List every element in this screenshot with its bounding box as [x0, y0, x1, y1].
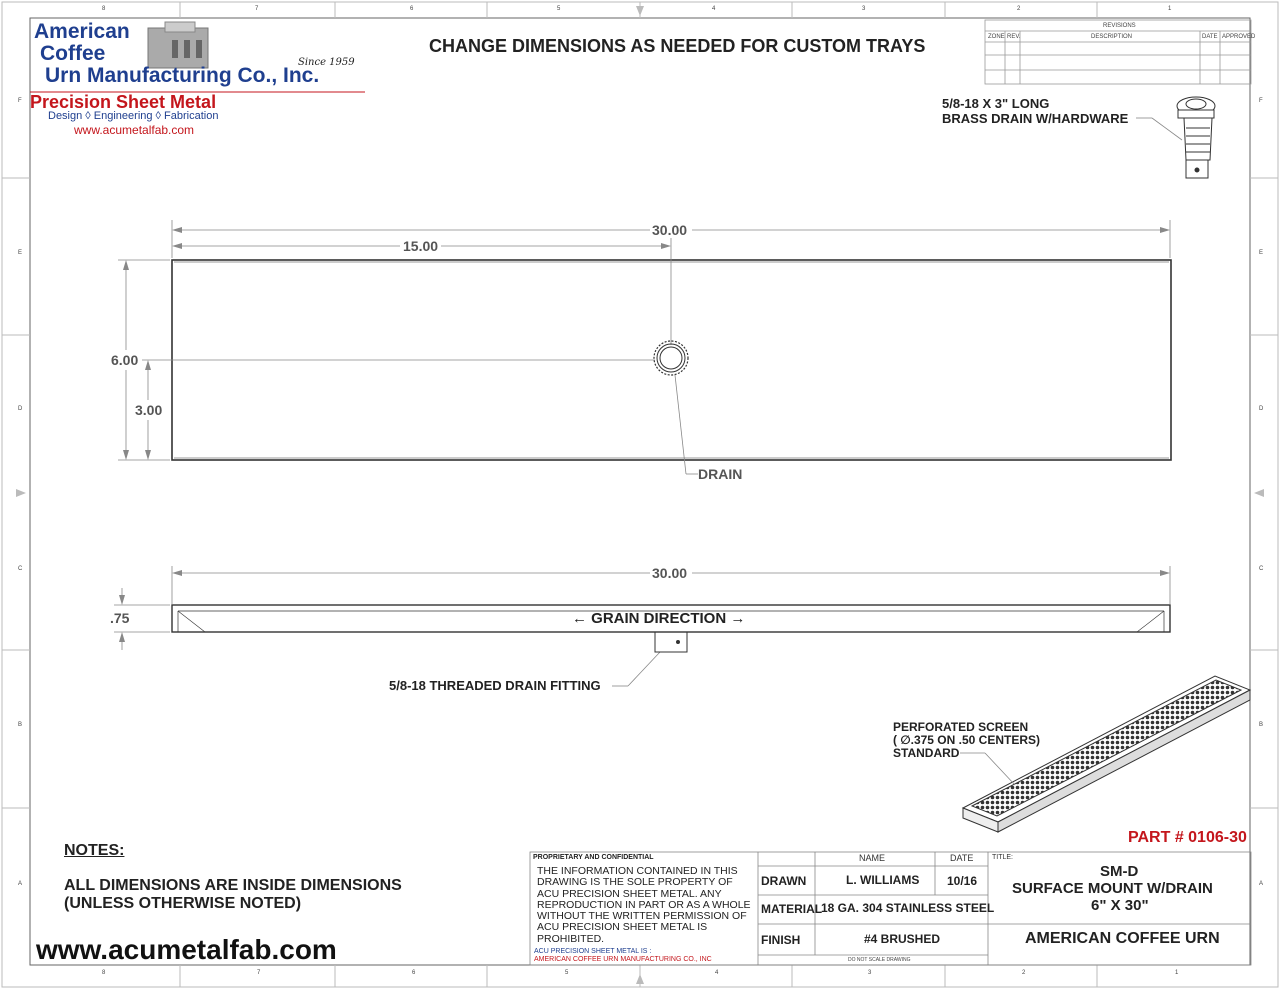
dim-half-width: 3.00 [135, 402, 163, 418]
website-link[interactable]: www.acumetalfab.com [36, 934, 337, 965]
acu-line: ACU PRECISION SHEET METAL IS : [534, 948, 652, 955]
name-col-header: NAME [859, 853, 886, 863]
row-label: D [18, 406, 23, 412]
row-label: E [18, 250, 23, 256]
company-name: AMERICAN COFFEE URN [1025, 930, 1220, 947]
drain-callout-line2: BRASS DRAIN W/HARDWARE [942, 111, 1129, 126]
row-label: C [1259, 566, 1264, 572]
iso-label-line2: ( ∅.375 ON .50 CENTERS) [893, 733, 1040, 747]
revisions-col: APPROVED [1222, 34, 1256, 40]
logo-line3: Urn Manufacturing Co., Inc. [45, 64, 320, 87]
notes-line2: (UNLESS OTHERWISE NOTED) [64, 895, 302, 912]
notes-heading: NOTES: [64, 842, 125, 859]
zone-label: 1 [1168, 6, 1172, 12]
title-line3: 6" X 30" [1091, 897, 1149, 914]
zone-label: 3 [862, 6, 866, 12]
drawn-label: DRAWN [761, 874, 807, 888]
page-title: CHANGE DIMENSIONS AS NEEDED FOR CUSTOM TRAYS [429, 36, 926, 56]
zone-label: 7 [255, 6, 259, 12]
row-label: F [1259, 98, 1263, 104]
revisions-col: REV. [1007, 34, 1021, 40]
row-label: A [18, 881, 23, 887]
zone-label: 5 [557, 6, 561, 12]
proprietary-line: ACU PRECISION SHEET METAL IS [537, 921, 708, 934]
fitting-label: 5/8-18 THREADED DRAIN FITTING [389, 678, 601, 693]
no-scale-note: DO NOT SCALE DRAWING [848, 957, 911, 963]
iso-label-line1: PERFORATED SCREEN [893, 720, 1029, 734]
logo-line2: Coffee [40, 42, 106, 65]
title-label: TITLE: [992, 854, 1014, 861]
row-label: A [1259, 881, 1264, 887]
drain-hole-icon [654, 341, 688, 375]
finish-value: #4 BRUSHED [864, 932, 941, 946]
zone-label: 7 [257, 970, 261, 976]
row-label: F [18, 98, 22, 104]
zone-label: 1 [1175, 970, 1179, 976]
drawn-date: 10/16 [947, 874, 978, 888]
proprietary-line: THE INFORMATION CONTAINED IN THIS [537, 865, 738, 877]
revisions-title: REVISIONS [1103, 23, 1136, 29]
date-col-header: DATE [950, 853, 974, 863]
proprietary-line: WITHOUT THE WRITTEN PERMISSION OF [537, 910, 747, 923]
acu-line2: AMERICAN COFFEE URN MANUFACTURING CO., INC [534, 956, 712, 963]
zone-label: 2 [1022, 970, 1026, 976]
notes-line1: ALL DIMENSIONS ARE INSIDE DIMENSIONS [64, 877, 402, 894]
logo-line1: American [34, 20, 130, 43]
proprietary-line: REPRODUCTION IN PART OR AS A WHOLE [537, 898, 751, 911]
zone-label: 6 [412, 970, 416, 976]
revisions-col: DESCRIPTION [1091, 34, 1133, 40]
row-label: B [1259, 722, 1264, 728]
drawn-name: L. WILLIAMS [846, 873, 920, 887]
zone-label: 2 [1017, 6, 1021, 12]
revisions-col: ZONE [988, 34, 1005, 40]
revisions-col: DATE [1202, 34, 1218, 40]
part-number: PART # 0106-30 [1128, 829, 1247, 846]
logo-tagline: Precision Sheet Metal [30, 92, 217, 112]
row-label: D [1259, 406, 1264, 412]
dim-length-top: 30.00 [652, 222, 688, 238]
grain-direction-label: ← GRAIN DIRECTION → [572, 610, 746, 627]
dim-half-length: 15.00 [403, 238, 439, 254]
urn-logo-icon [148, 22, 208, 68]
material-value: 18 GA. 304 STAINLESS STEEL [821, 901, 995, 915]
title-line2: SURFACE MOUNT W/DRAIN [1012, 880, 1213, 897]
zone-label: 3 [868, 970, 872, 976]
zone-label: 8 [102, 6, 106, 12]
proprietary-text [537, 866, 751, 945]
row-label: C [18, 566, 23, 572]
logo-url: www.acumetalfab.com [74, 123, 195, 137]
dim-length-side: 30.00 [652, 565, 688, 581]
zone-label: 8 [102, 970, 106, 976]
proprietary-line: ACU PRECISION SHEET METAL. ANY [537, 887, 722, 900]
logo-since: Since 1959 [298, 57, 355, 68]
zone-label: 4 [715, 970, 719, 976]
row-label: E [1259, 250, 1264, 256]
dim-width: 6.00 [111, 352, 139, 368]
perforated-tray-icon [963, 676, 1250, 832]
zone-label: 4 [712, 6, 716, 12]
logo-services: Design ◊ Engineering ◊ Fabrication [48, 110, 219, 122]
proprietary-line: DRAWING IS THE SOLE PROPERTY OF [537, 876, 733, 889]
drain-label: DRAIN [698, 466, 743, 482]
row-label: B [18, 722, 23, 728]
dim-height: .75 [110, 610, 130, 626]
zone-label: 5 [565, 970, 569, 976]
brass-drain-icon [1177, 97, 1215, 178]
proprietary-heading: PROPRIETARY AND CONFIDENTIAL [533, 854, 654, 861]
title-line1: SM-D [1100, 863, 1139, 880]
drain-callout-line1: 5/8-18 X 3" LONG [942, 96, 1050, 111]
proprietary-line: PROHIBITED. [537, 932, 605, 945]
material-label: MATERIAL [761, 902, 823, 916]
iso-label-line3: STANDARD [893, 746, 960, 760]
zone-label: 6 [410, 6, 414, 12]
finish-label: FINISH [761, 933, 801, 947]
